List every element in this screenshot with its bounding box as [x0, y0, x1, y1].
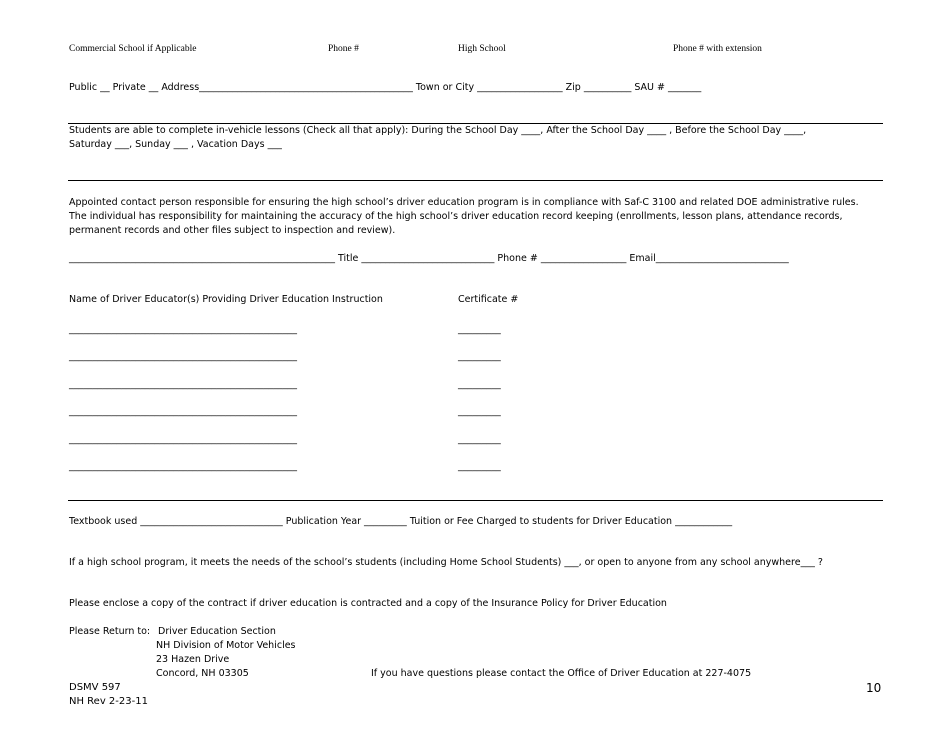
- return-address-line: NH Division of Motor Vehicles: [156, 640, 296, 651]
- certificate-blank: _________: [458, 461, 501, 472]
- questions-contact-line: If you have questions please contact the Office of Driver Education at 227-4075: [371, 668, 752, 679]
- address-line: Public __ Private __ Address_____________________________________________ Town or City __________________ Zip __________ SAU # _______: [69, 82, 702, 93]
- educator-name-blank: ________________________________________________: [69, 324, 297, 335]
- phone-extension-label: Phone # with extension: [673, 44, 762, 54]
- high-school-label: High School: [458, 44, 506, 54]
- textbook-line: Textbook used ______________________________ Publication Year _________ Tuition or Fee Charged to students for Driver Education ____________: [69, 516, 733, 527]
- educator-name-blank: ________________________________________________: [69, 434, 297, 445]
- commercial-school-label: Commercial School if Applicable: [69, 44, 197, 54]
- contact-line-2: The individual has responsibility for maintaining the accuracy of the high school’s driver education record keeping (enrollments, lesson plans, attendance records,: [69, 211, 843, 222]
- enclose-line: Please enclose a copy of the contract if driver education is contracted and a copy of the Insurance Policy for Driver Education: [69, 598, 667, 609]
- form-revision: NH Rev 2-23-11: [69, 696, 148, 707]
- certificate-blank: _________: [458, 324, 501, 335]
- certificate-blank: _________: [458, 351, 501, 362]
- certificate-header: Certificate #: [458, 294, 519, 305]
- educator-name-blank: ________________________________________________: [69, 379, 297, 390]
- lessons-line-2: Saturday ___, Sunday ___ , Vacation Days ___: [69, 139, 282, 150]
- contact-line-1: Appointed contact person responsible for ensuring the high school’s driver education program is in compliance with Saf-C 3100 and related DOE administrative rules.: [69, 197, 859, 208]
- return-label: Please Return to:: [69, 626, 151, 637]
- phone-label: Phone #: [328, 44, 359, 54]
- certificate-blank: _________: [458, 406, 501, 417]
- contact-line-3: permanent records and other files subject to inspection and review).: [69, 225, 396, 236]
- high-school-needs-line: If a high school program, it meets the needs of the school’s students (including Home School Students) ___, or open to anyone from any school anywhere___ ?: [69, 557, 823, 568]
- certificate-blank: _________: [458, 379, 501, 390]
- educator-name-blank: ________________________________________________: [69, 461, 297, 472]
- lessons-line-1: Students are able to complete in-vehicle lessons (Check all that apply): During the School Day ____, After the School Day ____ , Before the School Day ____,: [69, 125, 807, 136]
- educator-name-blank: ________________________________________________: [69, 406, 297, 417]
- return-address-line: Concord, NH 03305: [156, 668, 249, 679]
- educator-name-blank: ________________________________________________: [69, 351, 297, 362]
- section-divider: [68, 180, 883, 181]
- section-divider: [68, 500, 883, 501]
- page-number: 10: [866, 681, 882, 695]
- return-address-line: Driver Education Section: [158, 626, 276, 637]
- contact-fields-line: ________________________________________________________ Title ____________________________ Phone # __________________ Email____________________________: [69, 253, 789, 264]
- section-divider: [68, 123, 883, 124]
- form-id: DSMV 597: [69, 682, 121, 693]
- certificate-blank: _________: [458, 434, 501, 445]
- return-address-line: 23 Hazen Drive: [156, 654, 230, 665]
- educator-name-header: Name of Driver Educator(s) Providing Driver Education Instruction: [69, 294, 383, 305]
